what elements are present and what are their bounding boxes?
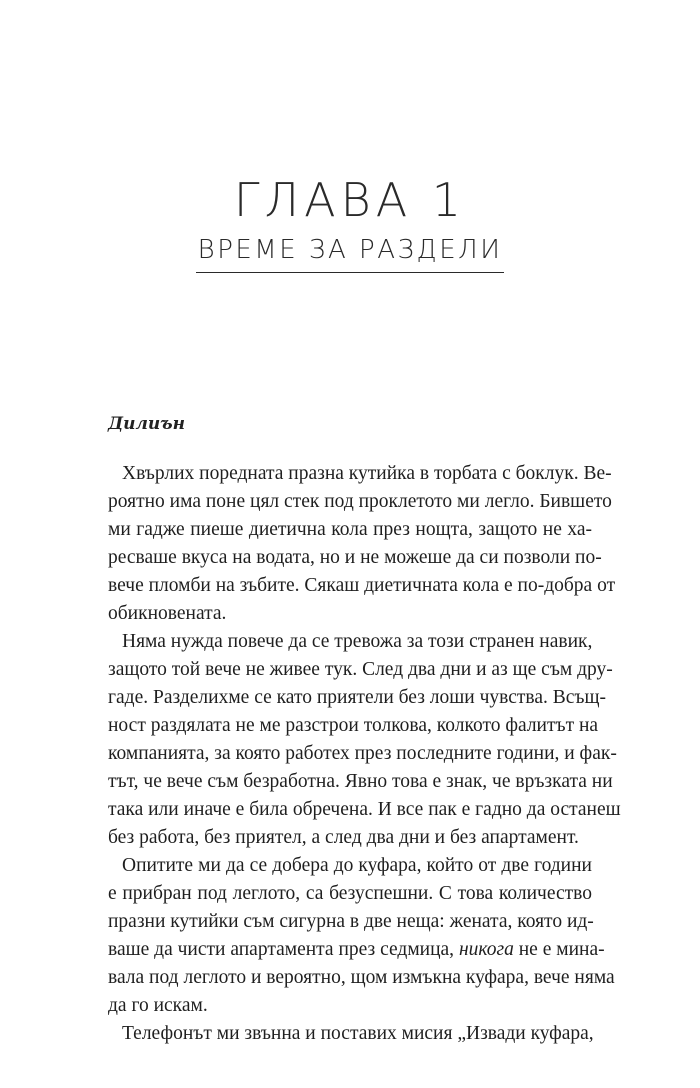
italic-emphasis: никога: [458, 939, 514, 960]
paragraph-3: [108, 852, 615, 1020]
text-segment: ваше да чисти апартамента през седмица,: [108, 939, 459, 960]
chapter-subtitle-wrap: [0, 232, 700, 273]
text-line: защото той вече не живее тук. След два дни и аз ще съм дру-: [108, 659, 613, 680]
text-line: обикновената.: [108, 603, 227, 624]
text-line: вала под леглото и вероятно, щом измъкна куфара, вече няма: [108, 967, 615, 988]
text-line: е прибран под леглото, са безуспешни. С това количество: [108, 883, 592, 904]
narrator-name: Дилиън: [108, 414, 186, 434]
text-line: компанията, за която работех през последните години, и фак-: [108, 743, 617, 764]
text-line: роятно има поне цял стек под проклетото ми легло. Бившето: [108, 491, 612, 512]
text-line: гаде. Разделихме се като приятели без лоши чувства. Всъщ-: [108, 687, 607, 708]
text-line: да го искам.: [108, 995, 208, 1016]
text-line: Телефонът ми звънна и поставих мисия „Извади куфара,: [122, 1023, 594, 1044]
text-line: ми гадже пиеше диетична кола през нощта, защото не ха-: [108, 519, 592, 540]
body-text: [108, 460, 621, 1048]
text-line: Няма нужда повече да се тревожа за този странен навик,: [122, 631, 593, 652]
paragraph-1: [108, 460, 616, 628]
text-line: ност раздялата не ме разстрои толкова, колкото фалитът на: [108, 715, 599, 736]
text-line: тът, че вече съм безработна. Явно това е знак, че връзката ни: [108, 771, 613, 792]
text-line: вече пломби на зъбите. Сякаш диетичната кола е по-добра от: [108, 575, 616, 596]
text-line: празни кутийки съм сигурна в две неща: жената, която ид-: [108, 911, 594, 932]
text-line: ресваше вкуса на водата, но и не можеше да си позволи по-: [108, 547, 602, 568]
paragraph-2: [108, 628, 621, 852]
text-line: Хвърлих поредната празна кутийка в торбата с боклук. Ве-: [122, 463, 612, 484]
paragraph-4: [108, 1020, 592, 1048]
text-line: така или иначе е била обречена. И все пак е гадно да останеш: [108, 799, 621, 820]
text-line-with-italic: [108, 936, 605, 964]
text-line: Опитите ми да се добера до куфара, който от две години: [122, 855, 592, 876]
text-segment: не е мина-: [513, 939, 605, 960]
chapter-subtitle: ВРЕМЕ ЗА РАЗДЕЛИ: [196, 232, 505, 273]
chapter-title: ГЛАВА 1: [233, 173, 467, 227]
text-line: без работа, без приятел, а след два дни и без апартамент.: [108, 827, 579, 848]
